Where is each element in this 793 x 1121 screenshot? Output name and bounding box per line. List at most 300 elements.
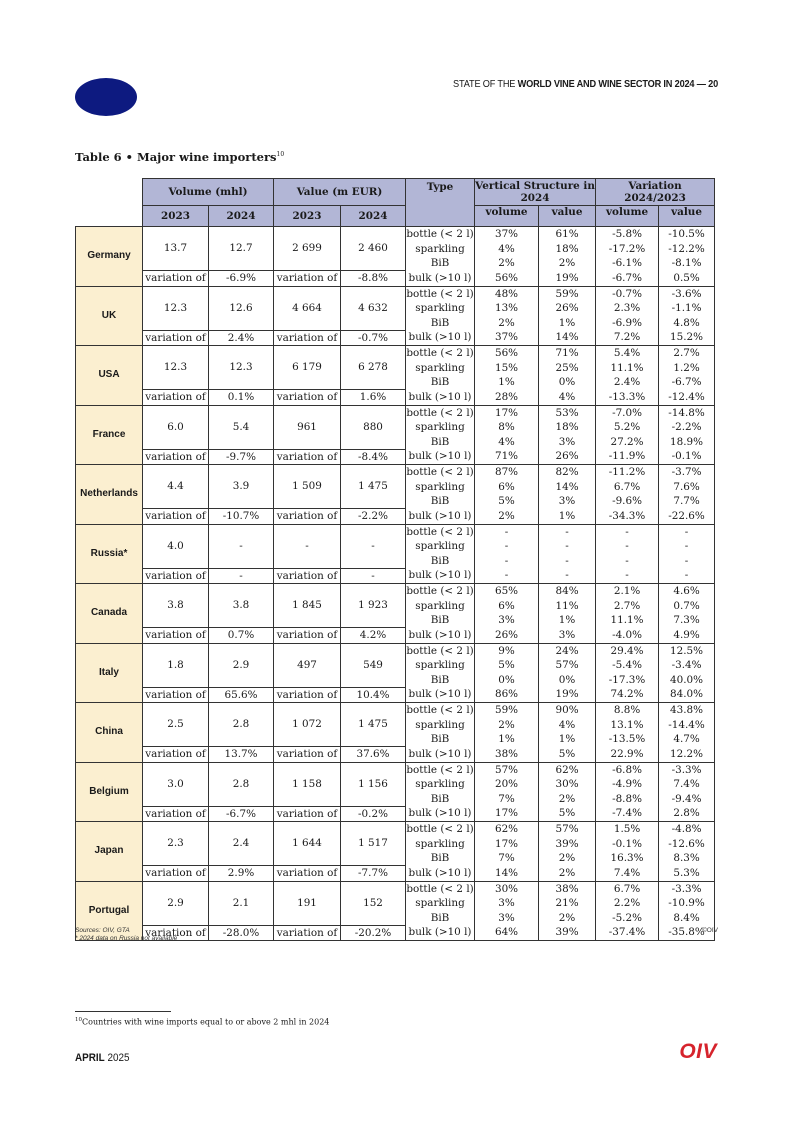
variation-volume: 2.1%	[596, 584, 659, 599]
variation-volume: 22.9%	[596, 747, 659, 763]
value-variation: -8.8%	[341, 271, 406, 287]
volume-variation-label: variation of	[143, 806, 209, 822]
structure-volume: 17%	[475, 405, 539, 420]
variation-value: -9.4%	[659, 792, 715, 807]
structure-value: 1%	[539, 732, 596, 747]
structure-value: 53%	[539, 405, 596, 420]
val-2024-header: 2024	[341, 206, 406, 227]
value-2024: 549	[341, 643, 406, 687]
table-row	[76, 227, 715, 242]
wine-type: bulk (>10 l)	[406, 925, 475, 941]
value-2023: 1 158	[274, 762, 341, 806]
wine-type: sparkling	[406, 658, 475, 673]
structure-volume: 57%	[475, 762, 539, 777]
table-row	[76, 509, 715, 525]
variation-value: -0.1%	[659, 449, 715, 465]
value-2023: 1 509	[274, 465, 341, 509]
wine-type: sparkling	[406, 718, 475, 733]
structure-value: 1%	[539, 613, 596, 628]
structure-volume: 0%	[475, 673, 539, 688]
value-header: Value (m EUR)	[274, 179, 406, 206]
table-notes: Sources: OIV, GTA * 2024 data on Russia not available	[75, 927, 178, 942]
variation-volume: 74.2%	[596, 687, 659, 703]
variation-volume: -7.0%	[596, 405, 659, 420]
structure-volume: 6%	[475, 599, 539, 614]
structure-volume: 2%	[475, 509, 539, 525]
variation-volume: 2.7%	[596, 599, 659, 614]
variation-volume: -11.9%	[596, 449, 659, 465]
structure-volume: 2%	[475, 256, 539, 271]
wine-type: sparkling	[406, 301, 475, 316]
table-row	[76, 703, 715, 718]
country-label: France	[76, 405, 143, 465]
wine-type: bulk (>10 l)	[406, 806, 475, 822]
country-label: Germany	[76, 227, 143, 287]
value-2023: -	[274, 524, 341, 568]
variation-volume: -34.3%	[596, 509, 659, 525]
structure-value: 1%	[539, 509, 596, 525]
variation-volume: 7.2%	[596, 330, 659, 346]
structure-volume: 64%	[475, 925, 539, 941]
volume-2024: -	[209, 524, 274, 568]
structure-volume: 2%	[475, 316, 539, 331]
variation-value: -4.8%	[659, 822, 715, 837]
variation-value: 15.2%	[659, 330, 715, 346]
vol-2023-header: 2023	[143, 206, 209, 227]
structure-volume: 20%	[475, 777, 539, 792]
variation-volume: 2.2%	[596, 896, 659, 911]
structure-value: 26%	[539, 301, 596, 316]
volume-variation-label: variation of	[143, 925, 209, 941]
value-2024: 2 460	[341, 227, 406, 271]
variation-value: 7.4%	[659, 777, 715, 792]
volume-2023: 13.7	[143, 227, 209, 271]
copyright: ©OIV	[702, 927, 718, 934]
volume-variation: 13.7%	[209, 747, 274, 763]
variation-volume: -4.0%	[596, 628, 659, 644]
structure-value: 90%	[539, 703, 596, 718]
variation-volume: -6.9%	[596, 316, 659, 331]
oiv-logo-ellipse	[75, 78, 137, 116]
wine-type: bottle (< 2 l)	[406, 287, 474, 300]
structure-volume: 7%	[475, 792, 539, 807]
volume-variation-label: variation of	[143, 271, 209, 287]
volume-variation: 0.7%	[209, 628, 274, 644]
variation-value: 12.5%	[659, 643, 715, 658]
value-variation-label: variation of	[274, 509, 341, 525]
variation-volume: 11.1%	[596, 361, 659, 376]
wine-type: bottle (< 2 l)	[406, 704, 474, 716]
volume-variation: 2.4%	[209, 330, 274, 346]
volume-variation-label: variation of	[143, 687, 209, 703]
table-row	[76, 747, 715, 763]
table-row	[76, 806, 715, 822]
value-variation-label: variation of	[274, 330, 341, 346]
variation-volume: 5.2%	[596, 420, 659, 435]
value-variation-label: variation of	[274, 628, 341, 644]
table-row	[76, 687, 715, 703]
value-variation: -0.2%	[341, 806, 406, 822]
structure-volume: 38%	[475, 747, 539, 763]
structure-value: 57%	[539, 658, 596, 673]
volume-variation: -	[209, 568, 274, 584]
structure-value: 2%	[539, 866, 596, 882]
structure-value: 24%	[539, 643, 596, 658]
variation-volume: -8.8%	[596, 792, 659, 807]
wine-type: sparkling	[406, 837, 475, 852]
variation-volume: -	[596, 568, 659, 584]
variation-volume: -7.4%	[596, 806, 659, 822]
structure-volume: 65%	[475, 584, 539, 599]
structure-volume: 8%	[475, 420, 539, 435]
variation-value: -12.4%	[659, 390, 715, 406]
value-2023: 497	[274, 643, 341, 687]
variation-value: 7.3%	[659, 613, 715, 628]
variation-value: 12.2%	[659, 747, 715, 763]
variation-volume: 1.5%	[596, 822, 659, 837]
wine-type: bulk (>10 l)	[406, 568, 475, 584]
wine-type: bottle (< 2 l)	[406, 882, 474, 895]
value-variation-label: variation of	[274, 866, 341, 882]
structure-volume: 87%	[475, 465, 539, 480]
structure-value: 57%	[539, 822, 596, 837]
table-row	[76, 346, 715, 361]
variation-value: 18.9%	[659, 435, 715, 450]
volume-2023: 2.9	[143, 881, 209, 925]
structure-volume: 62%	[475, 822, 539, 837]
vertical-structure-header: Vertical Structure in 2024	[475, 179, 595, 204]
structure-volume: 1%	[475, 732, 539, 747]
variation-volume: 2.4%	[596, 375, 659, 390]
structure-value: 71%	[539, 346, 596, 361]
structure-volume: 2%	[475, 718, 539, 733]
volume-2023: 1.8	[143, 643, 209, 687]
country-label: China	[76, 703, 143, 763]
structure-volume: 37%	[475, 330, 539, 346]
wine-type: sparkling	[406, 242, 475, 257]
table-row	[76, 866, 715, 882]
volume-2023: 12.3	[143, 346, 209, 390]
wine-type: sparkling	[406, 361, 475, 376]
variation-volume: -	[596, 554, 659, 569]
structure-value: 2%	[539, 911, 596, 926]
table-title: Table 6 • Major wine importers$^{10}$	[75, 150, 285, 164]
structure-volume: 13%	[475, 301, 539, 316]
structure-volume: 56%	[475, 271, 539, 287]
variation-value: -10.5%	[659, 227, 715, 242]
volume-2024: 2.8	[209, 703, 274, 747]
volume-variation-label: variation of	[143, 747, 209, 763]
variation-volume: 5.4%	[596, 346, 659, 361]
vs-volume-header: volume	[475, 206, 539, 227]
structure-volume: 15%	[475, 361, 539, 376]
table-row	[76, 881, 715, 896]
structure-value: 3%	[539, 435, 596, 450]
wine-type: BiB	[406, 851, 475, 866]
variation-volume: 8.8%	[596, 703, 659, 718]
variation-volume: -6.8%	[596, 762, 659, 777]
volume-2024: 2.9	[209, 643, 274, 687]
structure-value: 82%	[539, 465, 596, 480]
structure-value: 2%	[539, 256, 596, 271]
structure-volume: 17%	[475, 837, 539, 852]
importers-table	[75, 178, 715, 941]
value-variation: -20.2%	[341, 925, 406, 941]
value-variation-label: variation of	[274, 449, 341, 465]
wine-type: bottle (< 2 l)	[406, 406, 474, 419]
structure-value: 5%	[539, 747, 596, 763]
structure-volume: 86%	[475, 687, 539, 703]
structure-volume: -	[475, 524, 539, 539]
value-variation: -0.7%	[341, 330, 406, 346]
value-2024: 4 632	[341, 286, 406, 330]
value-2023: 4 664	[274, 286, 341, 330]
volume-2024: 12.7	[209, 227, 274, 271]
structure-value: 19%	[539, 271, 596, 287]
structure-value: 59%	[539, 286, 596, 301]
variation-volume: -	[596, 524, 659, 539]
volume-2023: 2.5	[143, 703, 209, 747]
wine-type: bulk (>10 l)	[406, 628, 475, 644]
variation-volume: -17.2%	[596, 242, 659, 257]
variation-value: -6.7%	[659, 375, 715, 390]
country-label: Italy	[76, 643, 143, 703]
value-2024: 6 278	[341, 346, 406, 390]
country-label: Belgium	[76, 762, 143, 822]
volume-variation: -6.9%	[209, 271, 274, 287]
value-variation-label: variation of	[274, 687, 341, 703]
footer-date: APRIL 2025	[75, 1052, 130, 1064]
var-volume-header: volume	[596, 206, 659, 227]
volume-2023: 3.0	[143, 762, 209, 806]
volume-variation-label: variation of	[143, 509, 209, 525]
variation-volume: -4.9%	[596, 777, 659, 792]
table-row	[76, 628, 715, 644]
variation-value: 0.5%	[659, 271, 715, 287]
wine-type: bottle (< 2 l)	[406, 466, 474, 478]
wine-type: sparkling	[406, 599, 475, 614]
variation-volume: 13.1%	[596, 718, 659, 733]
variation-volume: 7.4%	[596, 866, 659, 882]
value-2024: 1 475	[341, 703, 406, 747]
structure-value: 1%	[539, 316, 596, 331]
value-variation-label: variation of	[274, 747, 341, 763]
volume-variation: -28.0%	[209, 925, 274, 941]
structure-volume: 6%	[475, 480, 539, 495]
wine-type: BiB	[406, 494, 475, 509]
value-variation-label: variation of	[274, 925, 341, 941]
value-variation: -	[341, 568, 406, 584]
wine-type: sparkling	[406, 777, 475, 792]
value-2024: 1 475	[341, 465, 406, 509]
variation-value: 84.0%	[659, 687, 715, 703]
structure-value: 4%	[539, 718, 596, 733]
variation-value: -	[659, 568, 715, 584]
variation-value: -	[659, 524, 715, 539]
volume-2024: 2.8	[209, 762, 274, 806]
value-2024: 1 156	[341, 762, 406, 806]
variation-value: -2.2%	[659, 420, 715, 435]
variation-value: 7.7%	[659, 494, 715, 509]
structure-volume: 7%	[475, 851, 539, 866]
structure-value: 11%	[539, 599, 596, 614]
structure-volume: 37%	[475, 227, 539, 242]
value-2024: 152	[341, 881, 406, 925]
wine-type: BiB	[406, 613, 475, 628]
variation-volume: 29.4%	[596, 643, 659, 658]
volume-2023: 6.0	[143, 405, 209, 449]
volume-2024: 2.4	[209, 822, 274, 866]
structure-value: 2%	[539, 792, 596, 807]
wine-type: bulk (>10 l)	[406, 271, 475, 287]
variation-volume: -13.3%	[596, 390, 659, 406]
structure-value: 21%	[539, 896, 596, 911]
structure-value: 18%	[539, 242, 596, 257]
variation-value: -3.3%	[659, 762, 715, 777]
value-2023: 961	[274, 405, 341, 449]
volume-2024: 3.8	[209, 584, 274, 628]
structure-volume: 30%	[475, 881, 539, 896]
structure-volume: 9%	[475, 643, 539, 658]
structure-volume: 26%	[475, 628, 539, 644]
oiv-brand-logo: OIV	[679, 1040, 717, 1063]
variation-value: 8.4%	[659, 911, 715, 926]
value-variation-label: variation of	[274, 568, 341, 584]
wine-type: bottle (< 2 l)	[406, 763, 474, 776]
wine-type: bulk (>10 l)	[406, 747, 475, 763]
table-row	[76, 405, 715, 420]
structure-value: 61%	[539, 227, 596, 242]
wine-type: bottle (< 2 l)	[406, 525, 474, 538]
vs-value-header: value	[539, 206, 596, 227]
country-label: Japan	[76, 822, 143, 882]
structure-value: 3%	[539, 494, 596, 509]
wine-type: BiB	[406, 792, 475, 807]
table-row	[76, 584, 715, 599]
variation-value: -12.6%	[659, 837, 715, 852]
structure-volume: 4%	[475, 435, 539, 450]
structure-value: 14%	[539, 480, 596, 495]
structure-volume: 28%	[475, 390, 539, 406]
volume-variation: -10.7%	[209, 509, 274, 525]
variation-value: -1.1%	[659, 301, 715, 316]
value-2023: 1 845	[274, 584, 341, 628]
variation-volume: -5.2%	[596, 911, 659, 926]
variation-volume: 2.3%	[596, 301, 659, 316]
variation-header: Variation 2024/2023	[596, 179, 715, 206]
value-variation: 10.4%	[341, 687, 406, 703]
structure-value: 26%	[539, 449, 596, 465]
variation-value: -8.1%	[659, 256, 715, 271]
wine-type: bulk (>10 l)	[406, 449, 475, 465]
volume-2024: 12.6	[209, 286, 274, 330]
variation-value: -35.8%	[659, 925, 715, 941]
table-row	[76, 822, 715, 837]
structure-volume: 4%	[475, 242, 539, 257]
table-row	[76, 465, 715, 480]
wine-type: bottle (< 2 l)	[406, 347, 474, 359]
structure-volume: 14%	[475, 866, 539, 882]
variation-volume: -17.3%	[596, 673, 659, 688]
variation-value: -14.8%	[659, 405, 715, 420]
volume-variation: 2.9%	[209, 866, 274, 882]
volume-variation-label: variation of	[143, 568, 209, 584]
structure-value: 18%	[539, 420, 596, 435]
country-label: Netherlands	[76, 465, 143, 525]
value-variation: -8.4%	[341, 449, 406, 465]
variation-value: 2.8%	[659, 806, 715, 822]
table-row	[76, 762, 715, 777]
volume-variation-label: variation of	[143, 449, 209, 465]
volume-variation-label: variation of	[143, 330, 209, 346]
wine-type: BiB	[406, 256, 475, 271]
volume-2023: 4.4	[143, 465, 209, 509]
variation-volume: -0.1%	[596, 837, 659, 852]
structure-value: 84%	[539, 584, 596, 599]
structure-volume: -	[475, 554, 539, 569]
volume-2023: 12.3	[143, 286, 209, 330]
structure-value: 5%	[539, 806, 596, 822]
variation-value: -12.2%	[659, 242, 715, 257]
country-label: USA	[76, 346, 143, 406]
volume-2024: 3.9	[209, 465, 274, 509]
structure-volume: 5%	[475, 658, 539, 673]
structure-value: 62%	[539, 762, 596, 777]
value-2024: 1 517	[341, 822, 406, 866]
structure-value: -	[539, 554, 596, 569]
value-variation-label: variation of	[274, 271, 341, 287]
type-header: Type	[406, 179, 475, 227]
structure-value: 0%	[539, 375, 596, 390]
structure-volume: 56%	[475, 346, 539, 361]
variation-volume: -37.4%	[596, 925, 659, 941]
structure-volume: 1%	[475, 375, 539, 390]
structure-value: 39%	[539, 837, 596, 852]
variation-value: -22.6%	[659, 509, 715, 525]
vol-2024-header: 2024	[209, 206, 274, 227]
volume-variation-label: variation of	[143, 390, 209, 406]
variation-volume: 6.7%	[596, 881, 659, 896]
structure-volume: 3%	[475, 911, 539, 926]
volume-2024: 2.1	[209, 881, 274, 925]
value-variation-label: variation of	[274, 806, 341, 822]
structure-value: 14%	[539, 330, 596, 346]
value-2023: 1 644	[274, 822, 341, 866]
variation-volume: -	[596, 539, 659, 554]
structure-value: 38%	[539, 881, 596, 896]
wine-type: sparkling	[406, 420, 475, 435]
wine-type: BiB	[406, 375, 475, 390]
value-variation: 4.2%	[341, 628, 406, 644]
wine-type: BiB	[406, 435, 475, 450]
volume-variation-label: variation of	[143, 866, 209, 882]
structure-value: -	[539, 539, 596, 554]
volume-variation-label: variation of	[143, 628, 209, 644]
value-2024: -	[341, 524, 406, 568]
value-2024: 880	[341, 405, 406, 449]
table-row	[76, 390, 715, 406]
variation-volume: -0.7%	[596, 286, 659, 301]
wine-type: bottle (< 2 l)	[406, 644, 474, 657]
value-variation-label: variation of	[274, 390, 341, 406]
variation-value: 4.9%	[659, 628, 715, 644]
structure-value: 39%	[539, 925, 596, 941]
variation-volume: -9.6%	[596, 494, 659, 509]
variation-value: 5.3%	[659, 866, 715, 882]
country-label: Canada	[76, 584, 143, 644]
volume-variation: -9.7%	[209, 449, 274, 465]
variation-value: 4.7%	[659, 732, 715, 747]
